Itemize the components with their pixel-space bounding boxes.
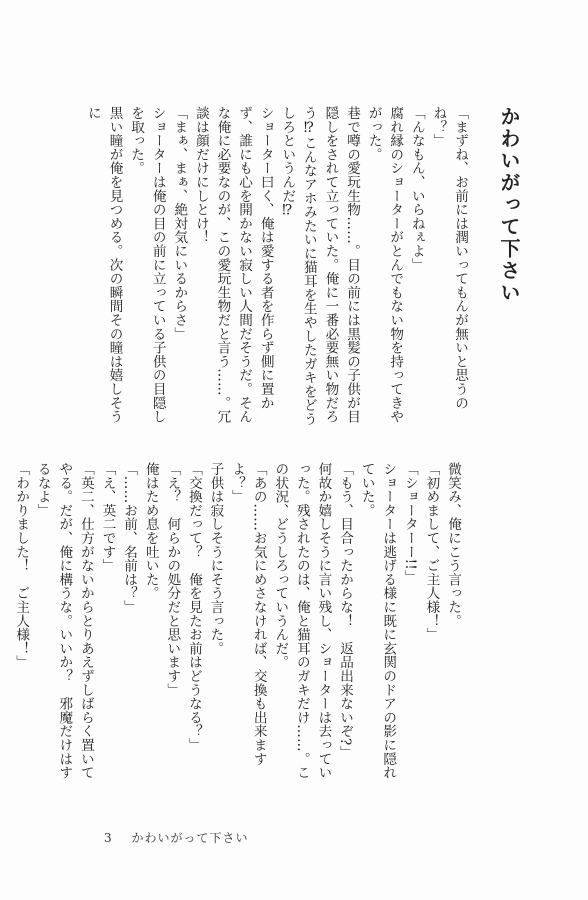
paragraph: 「……お前、名前は？」 bbox=[121, 462, 138, 614]
paragraph: 巷で噂の愛玩生物……。目の前には黒髪の子供が目隠しをされて立っていた。俺に一番必要無い物だろう⁉︎こんなアホみたいに猫耳を生やしたガキをどうしろというんだ⁉︎ bbox=[279, 106, 361, 426]
page-footer bbox=[104, 829, 248, 846]
paragraph: 俺はため息を吐いた。 bbox=[142, 462, 159, 600]
paragraph: ショーターは逃げる様に既に玄関のドアの影に隠れていた。 bbox=[358, 462, 397, 780]
paragraph: 何故か嬉しそうに言い残し、ショーターは去っていった。残されたのは、俺と猫耳のガキだけ……。この状況、どうしろっていうんだ。 bbox=[272, 462, 332, 780]
paragraph: 「ショーターー!!」 bbox=[401, 462, 418, 584]
paragraph: 微笑み、俺にこう言った。 bbox=[445, 462, 461, 628]
paragraph: 子供は寂しそうにそう言った。 bbox=[207, 462, 224, 656]
paragraph: 「え、英二です」 bbox=[99, 462, 116, 573]
paragraph: 「あの……お気にめさなければ、交換も出来ますよ？」 bbox=[229, 462, 267, 766]
text-block-lower bbox=[10, 462, 463, 792]
chapter-title: かわいがって下さい bbox=[497, 106, 521, 304]
paragraph: 「交換だって？ 俺を見たお前はどうなる？」 bbox=[185, 462, 202, 752]
paragraph: 「わかりました！ ご主人様！」 bbox=[13, 462, 30, 669]
paragraph: 「英二、仕方がないからとりあえずしばらく置いてやる。だが、俺に構うな。いいか？ 邪魔だけはするなよ」 bbox=[34, 462, 94, 780]
paragraph: 腐れ縁のショーターがとんでもない物を持ってきやがった。 bbox=[365, 106, 404, 424]
running-title: かわいがって下さい bbox=[131, 831, 249, 845]
paragraph: 「え？ 何らかの処分だと思います」 bbox=[164, 462, 181, 697]
text-block-upper bbox=[81, 106, 470, 432]
paragraph: 「もう、目合ったからな！ 返品出来ないぞ?」 bbox=[337, 462, 354, 760]
page-number: 3 bbox=[104, 831, 113, 845]
paragraph: ショーター曰く、俺は愛する者を作らず側に置かず、誰にも心を開かない寂しい人間だそうだ。そんな俺に必要なのが、この愛玩生物だと言う……。冗談は顔だけにしとけ！ bbox=[192, 106, 274, 424]
paragraph: 「んなもん、いらねぇよ」 bbox=[408, 106, 425, 272]
paragraph: 「初めまして、ご主人様！」 bbox=[423, 462, 440, 642]
paragraph: ショーターは俺の目の前に立っている子供の目隠しを取った。 bbox=[128, 106, 166, 424]
paragraph: 「まずね、お前には潤いってもんが無いと思うのね？」 bbox=[430, 106, 468, 410]
paragraph: 黒い瞳が俺を見つめる。次の瞬間その瞳は嬉しそうに bbox=[84, 106, 123, 424]
paragraph: 「まぁ、まぁ、絶対気にいるからさ」 bbox=[171, 106, 188, 341]
